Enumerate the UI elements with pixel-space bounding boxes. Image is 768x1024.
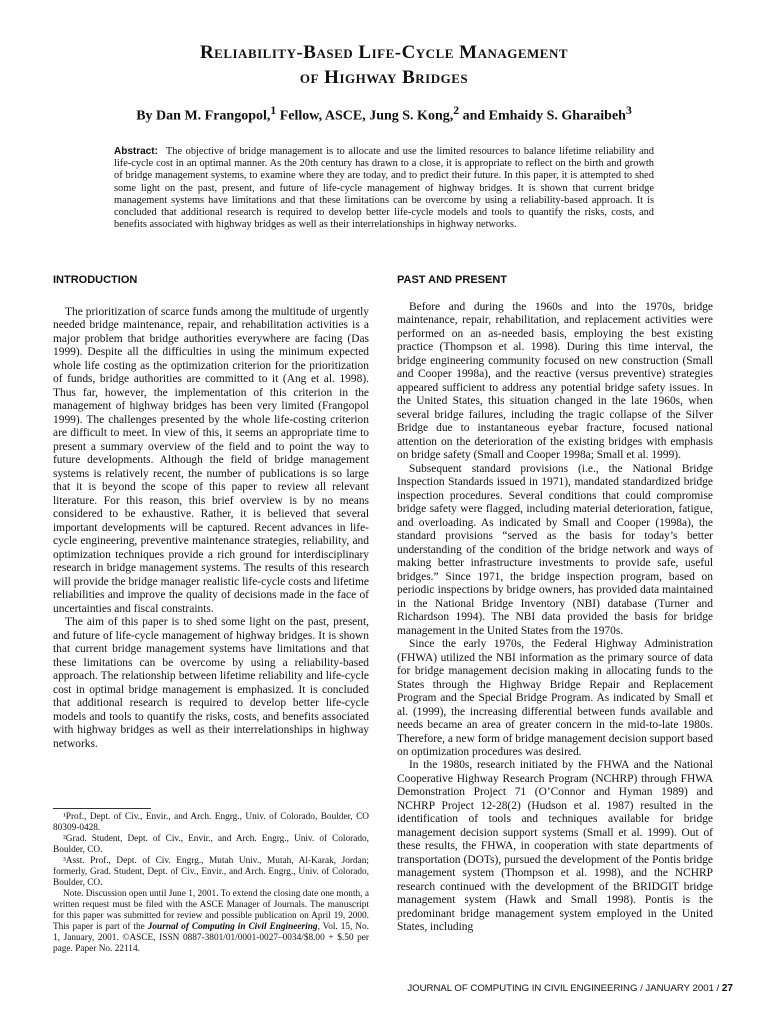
- author-2: Fellow, ASCE, Jung S. Kong,: [276, 108, 454, 124]
- past-paragraph-2: Subsequent standard provisions (i.e., the National Bridge Inspection Standards issued in 1971), mandated standardized bridge inspection procedures. Several conditions that could compromise bridge safety were flagged, including material deterioration, fatigue, and overloading. As indicated by Small and Cooper (1998a), the standard provisions “served as the basis for today’s better understanding of the condition of the bridge network and ways of making better infrastructure investments to provide safe, useful bridges.” Since 1971, the bridge inspection program, based on periodic inspections by bridge owners, has provided data maintained in the National Bridge Inventory (NBI) database (Turner and Richardson 1994). The NBI data provided the basis for bridge management in the United States from the 1970s.: [397, 462, 713, 637]
- title-line-1: Reliability-Based Life-Cycle Management: [199, 42, 569, 63]
- left-column: [53, 274, 369, 751]
- past-present-heading: PAST AND PRESENT: [397, 274, 508, 286]
- page-footer: [407, 983, 733, 994]
- page-number: 27: [721, 983, 733, 994]
- author-1: By Dan M. Frangopol,: [136, 108, 271, 124]
- note-journal-name: Journal of Computing in Civil Engineering: [147, 922, 318, 932]
- footnote-2: ²Grad. Student, Dept. of Civ., Envir., and Arch. Engrg., Univ. of Colorado, Boulder, CO.: [53, 834, 369, 855]
- footnotes: [53, 812, 369, 955]
- author-line: [0, 104, 768, 125]
- title-line-2: of Highway Bridges: [299, 67, 469, 88]
- abstract-label: Abstract:: [114, 146, 158, 157]
- past-paragraph-1: Before and during the 1960s and into the 1970s, bridge maintenance, repair, rehabilitation, and replacement activities were performed on an as-needed basis, employing the best existing practice (Thompson et al. 1998). During this time interval, the bridge engineering community focused on new construction (Small and Cooper 1998a), and the reactive (versus preventive) strategies appeared sufficient to address any potential bridge safety issues. In the United States, this situation changed in the late 1960s, when several bridge failures, including the tragic collapse of the Silver Bridge due to instantaneous eyebar fracture, focused national attention on the deterioration of the existing bridges with emphasis on bridge safety (Small and Cooper 1998a; Small et al. 1999).: [397, 301, 713, 462]
- footnote-1: ¹Prof., Dept. of Civ., Envir., and Arch. Engrg., Univ. of Colorado, Boulder, CO 80309-0428.: [53, 812, 369, 833]
- author-3: and Emhaidy S. Gharaibeh: [459, 108, 626, 124]
- author-3-mark: 3: [625, 104, 632, 117]
- past-paragraph-4: In the 1980s, research initiated by the FHWA and the National Cooperative Highway Research Program (NCHRP) through FHWA Demonstration Project 71 (O’Connor and Hyman 1989) and NCHRP Project 12-28(2) (Hudson et al. 1987) resulted in the identification of tools and techniques available for bridge management decision support systems (Small et al. 1999). Out of these results, the FHWA, in cooperation with state departments of transportation (DOTs), pursued the development of the Pontis bridge management system (Thompson et al. 1998), and the NCHRP research continued with the development of the BRIDGIT bridge management system (Hawk and Small 1998). Pontis is the predominant bridge management system employed in the United States, including: [397, 759, 713, 934]
- note-text-b: , Vol. 15, No. 1, January, 2001. ©ASCE, ISSN 0887-3801/01/0001-0027–0034/$8.00 + $.50 per page. Paper No. 22114.: [53, 922, 369, 954]
- author-2-mark: 2: [453, 104, 460, 117]
- abstract: [114, 146, 654, 231]
- intro-paragraph-1: The prioritization of scarce funds among the multitude of urgently needed bridge maintenance, repair, and rehabilitation activities is a major problem that bridge authorities everywhere are facing (Das 1999). Despite all the difficulties in using the minimum expected whole life costing as the optimization criterion for the prioritization of funds, bridge authorities are committed to it (Ang et al. 1998). Thus far, however, the implementation of this criterion in the management of highway bridges has been very limited (Frangopol 1999). The challenges presented by the whole life-costing criterion are difficult to meet. In view of this, it seems an appropriate time to present a summary overview of the field and to point the way to future developments. Although the field of bridge management systems is relatively recent, the number of publications is so large that it is beyond the scope of this paper to review all relevant literature. For this reason, this brief overview is by no means considered to be exhaustive. Rather, it is believed that several important developments will be captured. Recent advances in life-cycle engineering, preventive maintenance strategies, reliability, and optimization techniques provide a rich ground for interdisciplinary research in bridge management systems. The results of this research will provide the bridge manager realistic life-cycle costs and lifetime reliabilities and improve the quality of decisions made in the face of uncertainties and fiscal constraints.: [53, 306, 369, 615]
- discussion-note: [53, 889, 369, 955]
- abstract-text: The objective of bridge management is to allocate and use the limited resources to balance lifetime reliability and life-cycle cost in an optimal manner. As the 20th century has drawn to a close, it is appropriate to reflect on the birth and growth of bridge management systems, to examine where they are today, and to predict their future. In this paper, it is attempted to shed some light on the past, present, and future of life-cycle management of highway bridges. It is shown that current bridge management systems have limitations and that these limitations can be overcome by using a reliability-based approach. It is concluded that additional research is required to develop better life-cycle models and tools to quantify the risks, costs, and benefits associated with highway bridges as well as their interrelationships in highway networks.: [114, 146, 654, 231]
- footnote-3: ³Asst. Prof., Dept. of Civ. Engrg., Mutah Univ., Mutah, Al-Karak, Jordan; formerly, Grad. Student, Dept. of Civ., Envir., and Arch. Engrg., Univ. of Colorado, Boulder, CO.: [53, 856, 369, 888]
- past-paragraph-3: Since the early 1970s, the Federal Highway Administration (FHWA) utilized the NBI information as the primary source of data for bridge management decision making in allocating funds to the States through the Highway Bridge Repair and Replacement Program and the Special Bridge Program. As indicated by Small et al. (1999), the increasing differential between funds available and needs became an area of greater concern in the mid-to-late 1980s. Therefore, a new form of bridge management decision support based on optimization procedures was desired.: [397, 638, 713, 758]
- author-1-mark: 1: [270, 104, 277, 117]
- introduction-heading: INTRODUCTION: [53, 274, 138, 286]
- right-column: [397, 274, 713, 935]
- note-text-a: Note. Discussion open until June 1, 2001. To extend the closing date one month, a written request must be filed with the ASCE Manager of Journals. The manuscript for this paper was submitted for review and possible publication on April 19, 2000. This paper is part of the: [53, 889, 369, 932]
- intro-paragraph-2: The aim of this paper is to shed some light on the past, present, and future of life-cycle management of highway bridges. It is shown that current bridge management systems have limitations and that these limitations can be overcome by using a reliability-based approach. The relationship between lifetime reliability and life-cycle cost in optimal bridge management is emphasized. It is concluded that additional research is required to develop better life-cycle models and tools to quantify the risks, costs, and benefits associated with highway bridges as well as their interrelationships in highway networks.: [53, 616, 369, 750]
- footer-journal-text: JOURNAL OF COMPUTING IN CIVIL ENGINEERING / JANUARY 2001 /: [407, 983, 722, 994]
- footnote-divider: [53, 808, 151, 809]
- paper-title: [0, 40, 768, 90]
